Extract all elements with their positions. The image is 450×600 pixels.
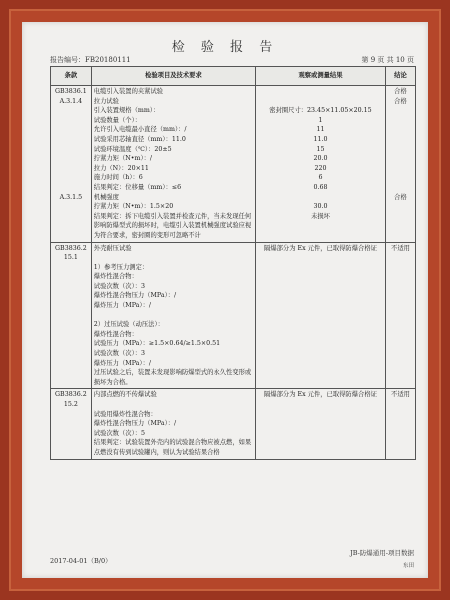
clause-cell [51,242,92,389]
item-line: 拉力试验 [93,97,119,105]
item-line: 拧紧力矩（N•m）：1.5×20 [93,203,174,211]
result-line: 220 [314,164,327,172]
table-row [51,86,416,243]
item-line: 试验次数（次）：3 [93,350,146,358]
item-line: 试验数量（个）： [93,116,142,124]
result-line: 20.0 [313,155,328,163]
verdict-cell [385,86,415,243]
result-text: 隔爆部分为 Ex 元件，已取得防爆合格证 [264,244,377,252]
item-note: 结果判定：试验装置外壳内的试验混合物应被点燃，如果点燃没有传到试验罐内，则认为试验结果合格 [93,439,252,456]
verdict: 不适用 [391,244,410,252]
header-result: 观察或测量结果 [256,67,386,86]
item-line: 外壳耐压试验 [93,244,132,252]
result-line: 30.0 [313,203,328,211]
clause-number: 15.2 [63,401,78,408]
result-text: 隔爆部分为 Ex 元件，已取得防爆合格证 [264,391,377,399]
clause-standard: GB3836.2 [55,391,87,399]
item-note: 过压试验之后，装置未发现影响防爆型式的永久性变形或损坏为合格。 [93,369,252,386]
test-results-table [50,66,416,460]
item-line: 拧紧力矩（N•m）：/ [93,155,153,163]
item-line: 结果判定：位移量（mm）：≤6 [93,183,182,191]
result-cell [256,86,386,243]
item-line: 内部点燃的不传爆试验 [93,391,157,399]
result-line: 未损坏 [311,212,330,220]
item-line: 爆炸压力（MPa）：/ [93,359,151,367]
result-line: 0.68 [313,183,328,191]
item-line: 爆炸性混合物压力（MPa）：/ [93,420,177,428]
clause-number: A.3.1.5 [59,193,83,201]
verdict-cell [385,242,415,389]
verdict: 合格 [394,97,407,105]
item-line: 试验次数（次）：3 [93,282,146,290]
clause-number: A.3.1.4 [59,97,83,105]
item-line: 试验环境温度（℃）：20±5 [93,145,172,153]
result-line [258,87,383,97]
verdict: 不适用 [391,391,410,399]
item-line: 机械强度 [93,193,119,201]
result-line: 6 [318,174,323,182]
clause-number: 15.1 [63,254,78,262]
item-line: 允许引入电缆最小直径（mm）：/ [93,126,187,134]
header-verdict: 结论 [385,67,415,86]
clause-standard: GB3836.1 [55,88,87,95]
verdict: 合格 [394,88,407,95]
item-cell [91,389,255,459]
item-line: 爆炸性混合物： [93,330,138,338]
page-number: 第 9 页 共 10 页 [361,56,414,64]
verdict-cell [385,389,415,459]
clause-standard: GB3836.2 [55,244,87,252]
document-title: 检 验 报 告 [171,40,279,55]
item-cell [91,242,255,389]
result-line: 11.0 [313,135,328,143]
result-line [258,97,383,107]
header-clause: 条款 [51,67,92,86]
result-line [258,193,383,203]
item-line: 引入装置规格（mm）： [93,107,160,115]
item-line: 试验采用芯轴直径（mm）：11.0 [93,135,186,143]
item-line: 拉力（N）：20×11 [93,164,149,172]
item-line: 2）过压试验（动压法）： [93,321,164,329]
table-header-row [51,67,416,86]
item-line: 试验次数（次）：5 [93,429,146,437]
result-cell [256,242,386,389]
item-line: 施力时间（h）：6 [93,174,143,182]
clause-cell [51,389,92,459]
item-line: 电缆引入装置的夹紧试验 [93,88,164,95]
result-line: 15 [316,145,325,153]
result-line: 密封圈尺寸：23.45×11.05×20.15 [269,107,372,115]
footer-mark: 东田 [402,563,414,569]
result-line: 1 [318,116,323,124]
item-line: 试验用爆炸性混合物： [93,410,157,418]
item-line: 爆炸性混合物： [93,273,138,281]
footer-date: 2017-04-01（B/0） [50,557,112,565]
report-number: 报告编号：FB20180111 [50,56,131,64]
item-line: 试验压力（MPa）：≥1.5×0.64/≥1.5×0.51 [93,340,221,348]
result-line: 11 [316,126,325,134]
clause-cell [51,86,92,243]
result-cell [256,389,386,459]
table-row [51,242,416,389]
document-page [22,22,428,578]
item-cell [91,86,255,243]
verdict: 合格 [394,193,407,201]
item-line: 爆炸压力（MPa）：/ [93,302,151,310]
item-note: 结果判定：拆下电缆引入装置并检查元件，当未发现任何影响防爆型式的损坏时，电缆引入装置机械强度试验应视为符合要求，密封圈的变形可忽略不计 [93,212,252,239]
table-row [51,389,416,459]
footer-form-code: JB-防爆通用-项目数据 [350,549,414,557]
header-item: 检验项目及技术要求 [91,67,255,86]
item-line: 1）参考压力测定： [93,263,149,271]
item-line: 爆炸性混合物压力（MPa）：/ [93,292,177,300]
